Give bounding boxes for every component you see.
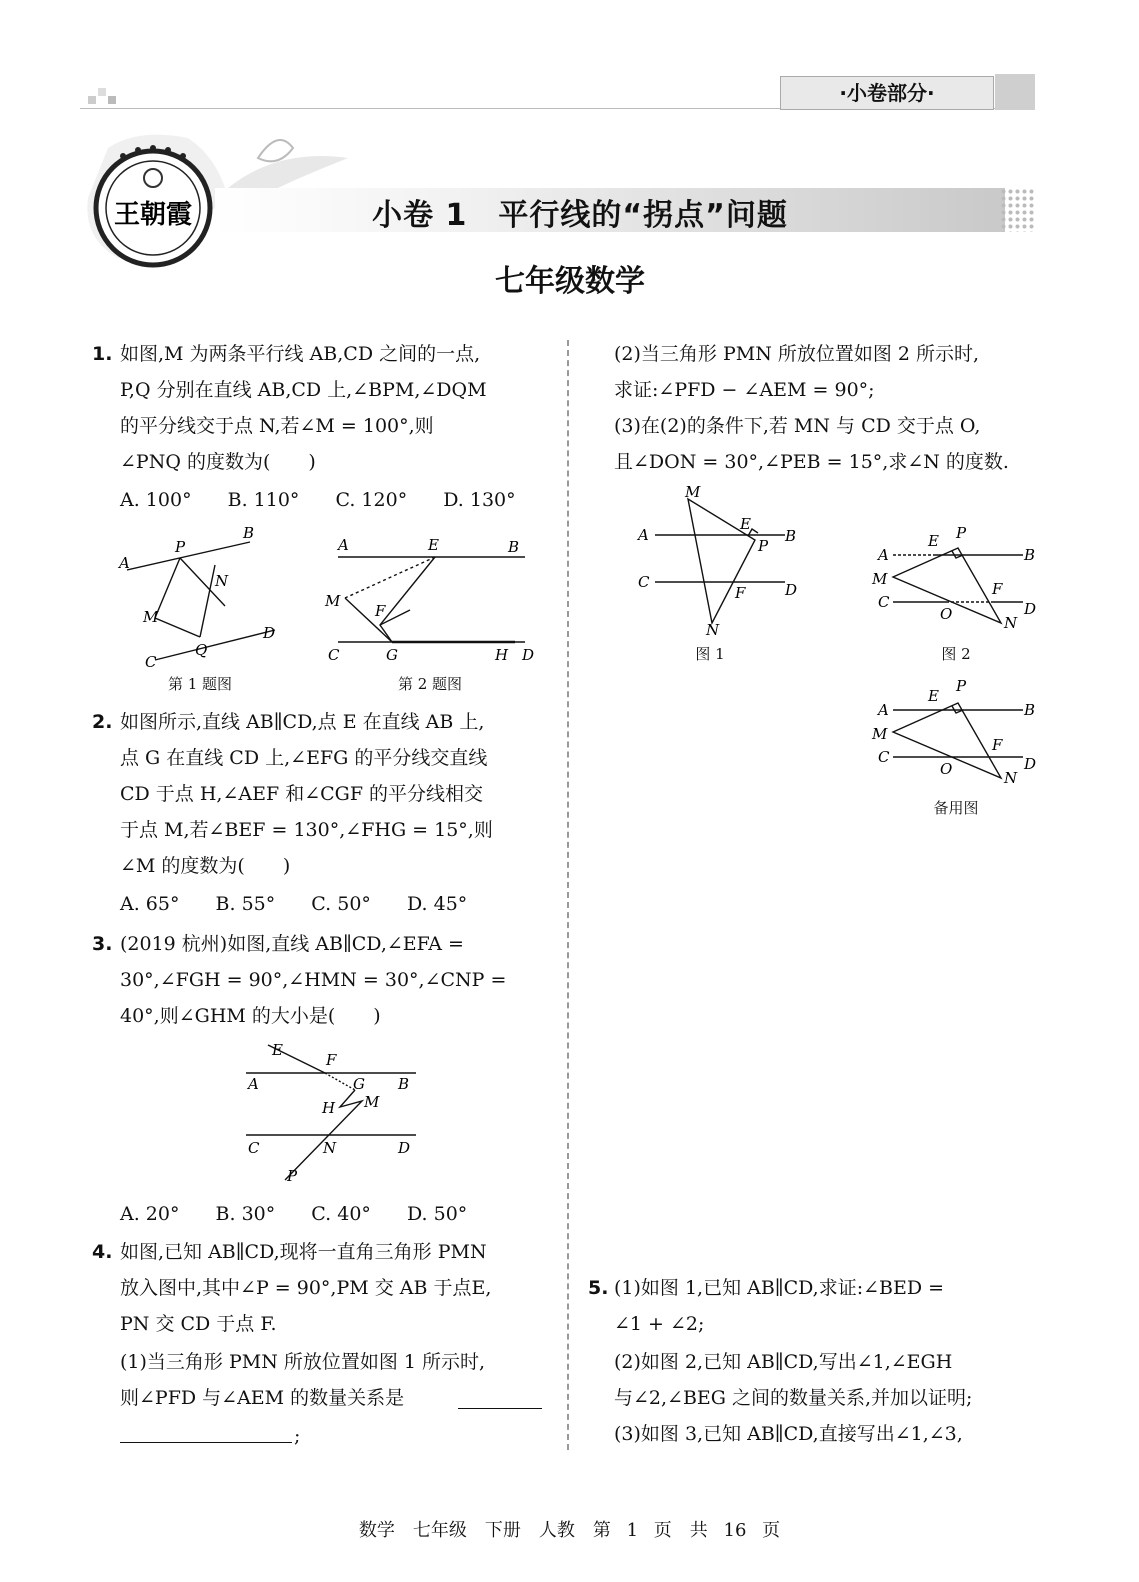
question-number: 2.	[92, 711, 113, 733]
svg-text:A: A	[638, 526, 649, 544]
question-number: 3.	[92, 933, 113, 955]
svg-text:M: M	[872, 570, 888, 588]
question-line: (2)如图 2,已知 AB∥CD,写出∠1,∠EGH	[614, 1351, 953, 1373]
figure-q4-backup	[868, 675, 1048, 795]
question-line: (2019 杭州)如图,直线 AB∥CD,∠EFA =	[120, 933, 464, 955]
svg-text:P: P	[956, 524, 967, 542]
answer-end-mark: ;	[294, 1425, 301, 1447]
svg-text:C: C	[638, 573, 650, 591]
options	[120, 482, 546, 518]
question-line: ∠PNQ 的度数为( )	[120, 451, 316, 473]
question-number: 1.	[92, 343, 113, 365]
figure-q4-2	[868, 520, 1048, 640]
svg-text:C: C	[878, 593, 890, 611]
question-line: ∠1 + ∠2;	[614, 1313, 705, 1335]
svg-text:C: C	[328, 646, 340, 664]
svg-text:H: H	[495, 646, 509, 664]
question-line: 40°,则∠GHM 的大小是( )	[120, 1005, 381, 1027]
svg-text:G: G	[386, 646, 398, 664]
svg-text:N: N	[706, 621, 720, 639]
svg-text:D: D	[522, 646, 535, 664]
option-d: D. 130°	[443, 489, 516, 511]
svg-text:D: D	[1024, 600, 1037, 618]
question-line: 则∠PFD 与∠AEM 的数量关系是	[120, 1387, 405, 1409]
question-line: 求证:∠PFD − ∠AEM = 90°;	[614, 379, 875, 401]
question-line: (2)当三角形 PMN 所放位置如图 2 所示时,	[614, 343, 980, 365]
svg-text:A: A	[878, 546, 889, 564]
option-d: D. 50°	[406, 1203, 468, 1225]
svg-text:C: C	[878, 748, 890, 766]
figure-caption: 第 2 题图	[397, 675, 463, 693]
svg-text:E: E	[928, 687, 939, 705]
question-line: 点 G 在直线 CD 上,∠EFG 的平分线交直线	[120, 747, 488, 769]
option-b: B. 110°	[227, 489, 300, 511]
svg-text:D: D	[1024, 755, 1037, 773]
options	[120, 1196, 497, 1232]
figure-caption: 图 2	[941, 645, 971, 663]
question-line: 与∠2,∠BEG 之间的数量关系,并加以证明;	[614, 1387, 973, 1409]
svg-text:F: F	[992, 580, 1003, 598]
question-number: 4.	[92, 1241, 113, 1263]
svg-text:D: D	[263, 624, 276, 642]
logo-text: 王朝霞	[113, 200, 193, 230]
svg-text:Q: Q	[195, 641, 208, 659]
question-line: 且∠DON = 30°,∠PEB = 15°,求∠N 的度数.	[614, 451, 1009, 473]
svg-text:E: E	[740, 515, 751, 533]
svg-text:F: F	[326, 1051, 337, 1069]
figure-q2	[320, 530, 550, 670]
figure-caption: 第 1 题图	[167, 675, 233, 693]
section-label: ·小卷部分·	[780, 76, 994, 110]
figure-caption: 备用图	[933, 799, 979, 817]
svg-text:O: O	[940, 760, 953, 778]
page-footer: 数学 七年级 下册 人教 第 1 页 共 16 页	[358, 1520, 781, 1541]
question-line: 于点 M,若∠BEF = 130°,∠FHG = 15°,则	[120, 819, 493, 841]
figure-q4-1	[630, 485, 810, 645]
question-line: (3)如图 3,已知 AB∥CD,直接写出∠1,∠3,	[614, 1423, 963, 1445]
answer-blank[interactable]	[458, 1388, 542, 1409]
option-a: A. 100°	[120, 489, 192, 511]
svg-text:M: M	[685, 485, 701, 501]
svg-text:D: D	[785, 581, 798, 599]
svg-text:C: C	[145, 653, 157, 670]
option-d: D. 45°	[406, 893, 468, 915]
svg-text:E: E	[272, 1041, 283, 1059]
svg-text:H: H	[322, 1099, 336, 1117]
question-line: 如图,M 为两条平行线 AB,CD 之间的一点,	[120, 343, 481, 365]
header-decoration	[88, 88, 128, 108]
question-line: 如图所示,直线 AB∥CD,点 E 在直线 AB 上,	[120, 711, 485, 733]
svg-text:P: P	[287, 1167, 298, 1185]
option-a: A. 20°	[120, 1203, 180, 1225]
svg-text:B: B	[1024, 546, 1036, 564]
svg-text:A: A	[248, 1075, 259, 1093]
question-line: PN 交 CD 于点 F.	[120, 1313, 277, 1335]
question-line: 如图,已知 AB∥CD,现将一直角三角形 PMN	[120, 1241, 487, 1263]
svg-text:F: F	[375, 602, 386, 620]
option-c: C. 120°	[335, 489, 408, 511]
figure-q1	[115, 520, 290, 670]
svg-text:E: E	[928, 532, 939, 550]
question-line: (1)如图 1,已知 AB∥CD,求证:∠BED =	[614, 1277, 945, 1299]
question-line: 的平分线交于点 N,若∠M = 100°,则	[120, 415, 434, 437]
question-line: 放入图中,其中∠P = 90°,PM 交 AB 于点E,	[120, 1277, 492, 1299]
answer-blank-continued[interactable]	[120, 1422, 292, 1443]
svg-text:M: M	[872, 725, 888, 743]
svg-text:F: F	[992, 736, 1003, 754]
svg-text:N: N	[1004, 769, 1018, 787]
option-b: B. 55°	[215, 893, 276, 915]
option-c: C. 50°	[311, 893, 371, 915]
question-line: ∠M 的度数为( )	[120, 855, 291, 877]
figure-q3	[240, 1035, 430, 1185]
svg-text:O: O	[940, 605, 953, 623]
svg-text:B: B	[243, 524, 255, 542]
question-line: P,Q 分别在直线 AB,CD 上,∠BPM,∠DQM	[120, 379, 487, 401]
question-line: 30°,∠FGH = 90°,∠HMN = 30°,∠CNP =	[120, 969, 507, 991]
option-b: B. 30°	[215, 1203, 276, 1225]
svg-text:B: B	[508, 538, 520, 556]
svg-text:M: M	[325, 592, 341, 610]
question-line: (1)当三角形 PMN 所放位置如图 1 所示时,	[120, 1351, 486, 1373]
svg-text:C: C	[248, 1139, 260, 1157]
page-subtitle: 七年级数学	[495, 264, 645, 299]
svg-text:B: B	[785, 527, 797, 545]
svg-text:N: N	[323, 1139, 337, 1157]
svg-text:N: N	[215, 572, 229, 590]
question-line: CD 于点 H,∠AEF 和∠CGF 的平分线相交	[120, 783, 484, 805]
svg-text:G: G	[353, 1075, 365, 1093]
option-a: A. 65°	[120, 893, 180, 915]
svg-text:E: E	[428, 536, 439, 554]
question-line: (3)在(2)的条件下,若 MN 与 CD 交于点 O,	[614, 415, 981, 437]
options	[120, 886, 497, 922]
svg-text:P: P	[956, 677, 967, 695]
question-number: 5.	[588, 1277, 609, 1299]
svg-text:A: A	[119, 554, 130, 572]
title-band-pattern	[1000, 188, 1036, 232]
column-divider	[567, 340, 569, 1450]
svg-text:M: M	[143, 608, 159, 626]
section-tab	[995, 74, 1035, 110]
svg-text:B: B	[398, 1075, 410, 1093]
svg-text:A: A	[338, 536, 349, 554]
svg-text:N: N	[1004, 614, 1018, 632]
svg-text:P: P	[758, 537, 769, 555]
svg-text:M: M	[364, 1093, 380, 1111]
svg-text:P: P	[175, 538, 186, 556]
option-c: C. 40°	[311, 1203, 371, 1225]
svg-text:F: F	[735, 584, 746, 602]
svg-text:A: A	[878, 701, 889, 719]
figure-caption: 图 1	[695, 645, 725, 663]
svg-text:B: B	[1024, 701, 1036, 719]
page-title: 小卷 1 平行线的“拐点”问题	[372, 198, 788, 233]
svg-text:D: D	[398, 1139, 411, 1157]
